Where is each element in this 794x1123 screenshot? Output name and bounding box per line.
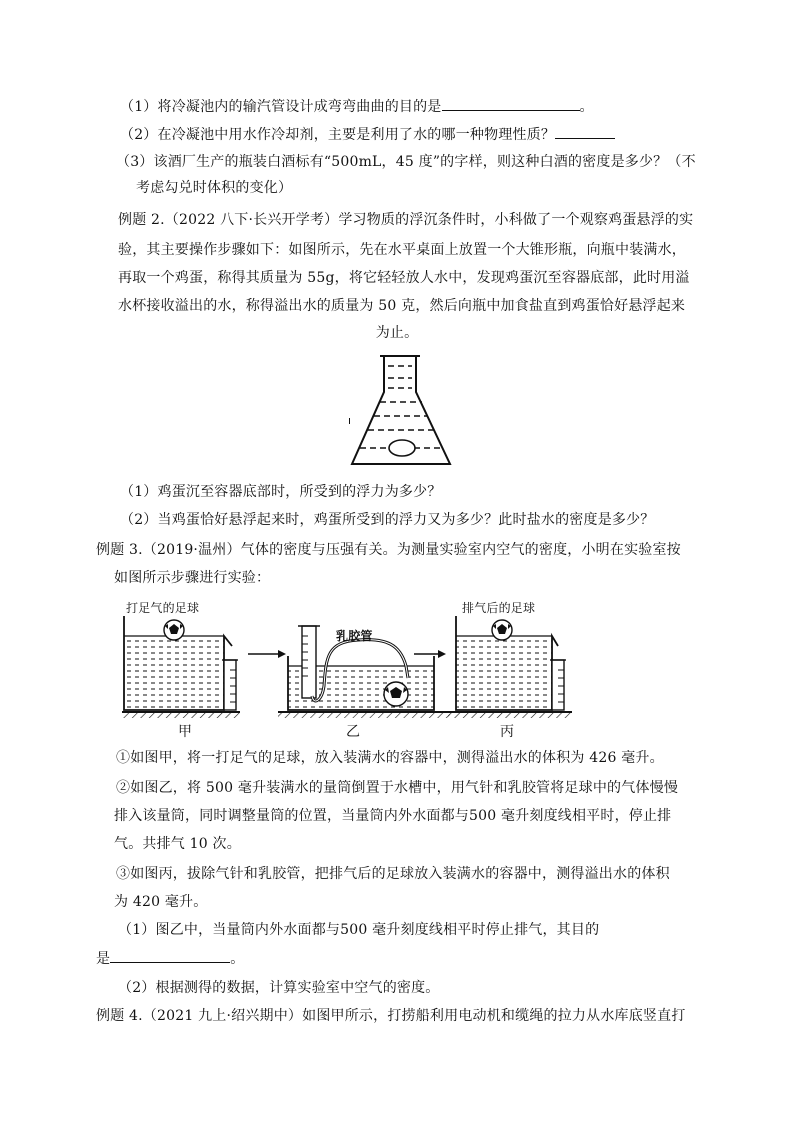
label-full-ball: 打足气的足球: [126, 601, 200, 615]
soccer-ball-icon: [492, 620, 512, 640]
example-2-line-5: 为止。: [375, 325, 419, 341]
example-2-line-4: 水杯接收溢出的水，称得溢出水的质量为 50 克，然后向瓶中加食盐直到鸡蛋恰好悬浮起来: [118, 298, 686, 314]
question-1-part-3: （3）该酒厂生产的瓶装白酒标有“500mL，45 度”的字样，则这种白酒的密度是多少？（不: [116, 154, 696, 170]
label-deflated-ball: 排气后的足球: [462, 601, 536, 615]
question-1-part-1: [120, 96, 594, 117]
step-2-line-2: 排入该量筒，同时调整量筒的位置，当量筒内外水面都与500 毫升刻度线相平时，停止排: [114, 808, 672, 824]
caption-yi: 乙: [346, 724, 361, 740]
label-latex-tube: 乳胶管: [336, 629, 373, 643]
example-2-question-2: （2）当鸡蛋恰好悬浮起来时，鸡蛋所受到的浮力又为多少？此时盐水的密度是多少？: [120, 512, 655, 528]
step-3-line-2: 为 420 毫升。: [114, 894, 208, 910]
conical-flask-figure: [340, 352, 460, 470]
step-3-line-1: ③如图丙，拔除气针和乳胶管，把排气后的足球放入装满水的容器中，测得溢出水的体积: [116, 866, 670, 882]
arrow-right-icon: [248, 650, 286, 658]
question-text: （2）在冷凝池中用水作冷却剂，主要是利用了水的哪一种物理性质？: [120, 127, 556, 143]
question-text: （1）将冷凝池内的输汽管设计成弯弯曲曲的目的是: [120, 99, 442, 115]
example-2-line-1: 例题 2.（2022 八下·长兴开学考）学习物质的浮沉条件时，小科做了一个观察鸡蛋悬浮的实: [118, 212, 694, 228]
example-3-question-1: （1）图乙中，当量筒内外水面都与500 毫升刻度线相平时停止排气，其目的: [118, 922, 600, 938]
soccer-ball-icon: [384, 682, 408, 706]
step-2-line-1: ②如图乙，将 500 毫升装满水的量筒倒置于水槽中，用气针和乳胶管将足球中的气体慢慢: [116, 780, 679, 796]
egg-icon: [389, 440, 415, 456]
example-3-line-1: 例题 3.（2019·温州）气体的密度与压强有关。为测量实验室内空气的密度，小明在实验室按: [96, 542, 681, 558]
example-4-line-1: 例题 4.（2021 九上·绍兴期中）如图甲所示，打捞船利用电动机和缆绳的拉力从水库底竖直打: [96, 1008, 686, 1024]
question-text-end: 。: [230, 951, 245, 967]
soccer-ball-icon: [164, 620, 184, 640]
example-2-line-2: 验，其主要操作步骤如下：如图所示，先在水平桌面上放置一个大锥形瓶，向瓶中装满水，: [118, 242, 686, 258]
answer-blank[interactable]: [442, 96, 580, 111]
question-1-part-2: [120, 124, 615, 145]
example-2-line-3: 再取一个鸡蛋，称得其质量为 55g，将它轻轻放人水中，发现鸡蛋沉至容器底部，此时用溢: [118, 270, 690, 286]
setup-bing: [448, 616, 572, 718]
step-1: ①如图甲，将一打足气的足球，放入装满水的容器中，测得溢出水的体积为 426 毫升。: [116, 750, 664, 766]
example-3-question-1-cont: [96, 948, 244, 969]
answer-blank[interactable]: [555, 124, 615, 139]
setup-jia: [122, 616, 240, 718]
question-1-part-3-cont: 考虑勾兑时体积的变化）: [136, 180, 293, 196]
caption-jia: 甲: [178, 724, 193, 740]
arrow-right-icon: [414, 650, 446, 658]
caption-bing: 丙: [500, 724, 515, 740]
step-2-line-3: 气。共排气 10 次。: [114, 836, 241, 852]
example-2-question-1: （1）鸡蛋沉至容器底部时，所受到的浮力为多少？: [120, 484, 442, 500]
question-text: 是: [96, 951, 111, 967]
question-text-end: 。: [579, 99, 594, 115]
example-3-line-2: 如图所示步骤进行实验：: [114, 570, 271, 586]
answer-blank[interactable]: [110, 948, 230, 963]
tick-mark: [349, 418, 350, 424]
example-3-question-2: （2）根据测得的数据，计算实验室中空气的密度。: [118, 980, 440, 996]
